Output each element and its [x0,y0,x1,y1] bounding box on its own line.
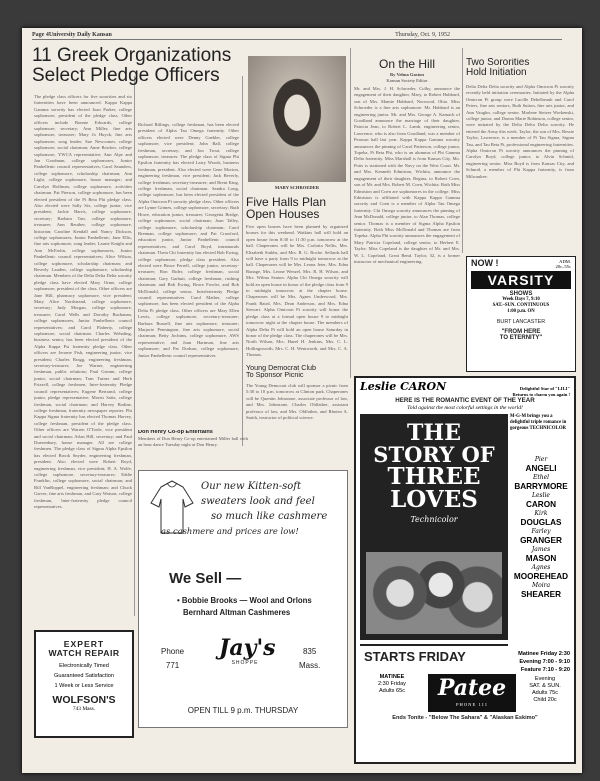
cast-first-name: Leslie [531,492,550,499]
greek-headline [32,46,242,85]
hill-article: Mr. and Mrs. J. H. Schroeder, Colby, announce the engagement of their daughter, Mary, to Robert Hubbard, son of Mrs. Mamie Hubbard, Norwood, Ohio. Miss Schroeder is a fine arts sophomore. Mr. Hubbard is an engineering junior. Mr. and Mrs. George A. Kamach of Goodland announce the marriage of their daughter, Patricia Jean, to Robert L. Lamb, engineering senior, Lawrence, who is also from Goodland, was a member of Pearson hall last year. Kappa Kappa Gamma sorority announces the pinning of Carol Patterson, college junior, Topeka, Pi Beta Phi, who is an alumnus of Phi Gamma Delta fraternity. Miss Marshall is from Kansas City, Mo. Potts is stationed with the Navy on the West Coast. Mr. and Mrs. Kenneth Edmiston, Wichita, announce the engagement of their daughter, Regina, to Robert Coen, son of Mr. and Mrs. Robert M. Coen, Wichita. Both Miss Edmiston and Coen are sophomores in the college. Miss Edmiston is affiliated with Kappa Kappa Gamma sorority and Coen is a member of Alpha Tau Omega fraternity. Chi Omega sorority announces the pinning of Jean McDonald, college junior, to Alan Thomas, college senior. Thomas is a member of Sigma Alpha Epsilon fraternity. Both Miss McDonald and Thomas are from Topeka. Alpha Phi sorority announces the engagement of Mary Patricia Copeland, college senior, to Herbert E. Taylor. Miss Copeland is the daughter of Mr. and Mrs. W. L. Copeland, Great Bend. Taylor, 32, is a former instructor of mechanical engineering. [354,86,460,264]
hill-title: On the Hill [378,58,436,71]
evening-adult-price: Adults 75c [531,690,559,696]
matinee-price: Adults 65c [378,688,406,694]
evening-days: SAT. & SUN. [529,683,561,689]
returns-line: Returns to charm you again ! [512,391,570,397]
sorority-headline [466,58,574,78]
varsity-star: BURT LANCASTER [496,319,546,326]
varsity-now: NOW ! [471,258,499,268]
varsity-times-weekday: Week Days 7, 9:10 [502,297,540,302]
portrait-photo [248,56,346,182]
ydc-title-line2: To Sponsor Picnic [246,370,304,379]
cast-first-name: Moira [531,582,551,589]
time-feature: Feature 7:10 - 9:20 [520,667,570,673]
varsity-adm-price: 20c–55c [555,264,571,269]
lead-star: Leslie CARON [360,380,447,393]
time-evening: Evening 7:00 - 9:10 [519,659,570,665]
sorority-title-line2: Hold Initiation [466,67,527,78]
ydc-title-line1: Young Democrat Club [246,364,317,372]
cast-first-name: Agnes [531,564,551,571]
hill-byline: By Velma Gaston [390,72,424,77]
evening-label: Evening [534,676,556,682]
sorority-article: Delta Delta Delta sorority and Alpha Omicron Pi sorority recently held initiation ceremonies. Initiated by the Alpha Omicron Pi group were Lucille Debelbeauh and Carol Peters, fine arts seniors, Ruth Sutton, fine arts junior, and Ann Vaughn, college senior. Marlene Stetzer Workenski, college junior, and Donna Marie Robinson, college senior, were initiated by the Delta Delta Delta sorority. He entered the Army this week. Taylor, the son of Mrs. Bessie Taylor, Lawrence, is a member of Pi Tau Sigma, Sigma Tau, and Tau Beta Pi, professional engineering fraternities. Alpha Omicron Pi sorority announces the pinning of Carolyn Boyd, college junior, to Alvin Schmid, engineering senior. Miss Boyd is from Kansas City, and Schmid, a member of Phi Kappa fraternity, is from Milwaukee. [466,84,574,179]
knit-line2: sweaters look and feel [201,496,315,507]
matinee-label: MATINEE [379,674,405,680]
coop-item [138,430,248,448]
patee-logo-box [428,674,516,712]
item-bernhard-altman: Bernhard Altman Cashmeres [183,608,291,617]
varsity-times-start: 1:00 p.m. ON [507,308,535,314]
ydc-headline [246,364,348,378]
halls-title-line1: Five Halls Plan [246,196,327,209]
cast-last-name: MASON [525,554,557,563]
cast-last-name: BARRYMORE [514,482,568,491]
greek-title-line1: 11 Greek Organizations [32,46,232,66]
watch-expert: EXPERT [63,639,105,649]
watch-repair-ad [34,630,134,738]
greek-title-line2: Select Pledge Officers [32,65,220,85]
cast-first-name: Kirk [534,510,548,517]
halls-title-line2: Open Houses [246,207,320,220]
item-bobbie-brooks: • Bobbie Brooks — Wool and Orlons [177,596,312,605]
knit-line4: as cashmere and prices are low! [161,526,299,536]
patee-movie-ad [354,376,576,764]
event-line: HERE IS THE ROMANTIC EVENT OF THE YEAR [395,397,535,405]
wolfsons-address: 743 Mass. [72,705,96,712]
knit-line1: Our new Kitten-soft [201,481,302,492]
cast-last-name: MOOREHEAD [513,572,569,581]
cast-last-name: DOUGLAS [520,518,562,527]
cast-last-name: CARON [525,500,557,509]
halls-article: Five open houses have been planned by organized houses for this weekend. Watkins hall will hold an open house from 8:30 to 11:30 p.m. tomorrow at the hall. Chaperones will be Mrs. Corlotta Nellis, Mrs. Elizabeth Stubbs, and Mrs. R. G. Roche. Sellards hall will have a party from 9 to midnight tomorrow at the hall. Chaperones will be Mrs. Leona Jeter, Mrs. Edna Runage, Mrs. Leone Wenzel, Mrs. R. H. Wilson, and Mrs. Wilma Seaton. Alpha Chi Omega sorority will hold an open house in honor of the pledge class from 9 to midnight tomorrow at the chapter house. Chaperones will be Mrs. Agnes Underwood, Mrs. Frank Baird, Mrs. Dean Anderson, and Mrs. Edna Stewart. Alpha Omicron Pi sorority will honor the pledge class at a formal open house 9 to midnight tomorrow night at the chapter house. The members of Alpha Delta Pi will hold an open house Saturday in honor of the pledge class. The chaperones will be Mrs. North Wilson, Mrs. Hazel H. Jenkins, Mrs. C. L. Hollingsworth, Mrs. C. H. Wentworth, and Mrs. C. A. Thomas. [246,224,348,358]
poster-title-story: STORY OF [373,442,495,467]
evening-child-price: Child 20c [533,697,557,703]
cast-last-name: ANGELI [525,464,557,473]
coop-body: Members of Don Henry Co-op entertained Miller hall with an hour dance Tuesday night at Don Henry. [138,435,248,447]
greek-article-col2: Richard Billings, college freshman, has been elected president of Alpha Tau Omega fraternity. Other officers elected were Denny Gaebler, college sophomore, vice president; John Ball, college freshman, secretary; and Jon Trout, college sophomore, treasurer. The pledge class of Sigma Phi Epsilon fraternity has elected Larry Woods, business freshman, president. Also elected were Gene Morton, engineering freshman, vice president; Jack Beverly, college freshman, secretary-treasurer; and Brent King, college freshman, social chairman. Sandra Long, college sophomore, has been elected president of the Alpha Omicron Pi sorority pledge class. Other officers are Lynne Grimes, college sophomore, secretary; Ruth Howe, education junior, treasurer; Georgetta Bridge, college sophomore, social chairman; Joan Talley, college sophomore, scholarship chairman; Carol Brennan, college sophomore; and Pat Crawford, education junior, Junior Panhellenic council representatives, and Carol Boyd, intramurals chairman. Theta Chi fraternity has elected Bob Ewing, college sophomore, pledge class president. Also elected were Bruce Ferrell, college junior, secretary-treasurer; Ron Rider, college freshman, social chairman; Gary Garbutt, college freshman, rushing chairman; and Bob Ewing, Bruce Fowler, and Bob McDonald, college senior, Interfraternity Pledge council representatives. Carol Mather, college sophomore, has been elected president of the Alpha Delta Pi pledge class. Other officers are Mary Ellen Lewis, college sophomore, secretary-treasurer; Barbara Russell, fine arts sophomore, treasurer; Marjorie Pennington, fine arts sophomore, social chairman; Betty Jochims, college sophomore, AWS representative; and Joan Hartman, fine arts sophomore; and Pat Dodson, college sophomore, Junior Panhellenic council representatives. [138,122,239,358]
greek-article-col1: The pledge class officers for five sororities and six fraternities have been announced. Kappa Kappa Gamma sorority has elected Joan Parker, college sophomore, president of the pledge class. Other officers include Bonnie Edwards, college sophomore, secretary; Ann Miller, fine arts sophomore, treasurer; Mary Jo Huyck, fine arts sophomore, song leader; Sue Newcomer, college sophomore, social chairman; Anne Bowker, college sophomore, YWCA representative; Ann Alpe and Jan Goodman, college sophomores, Junior Panhellenic council representatives; Carol Saunders, college sophomore, scholarship chairman; Ann Light, college sophomore, house manager; and Carolyn Hoffman, college sophomore, activities chairman. Pat Pierson, college sophomore, has been elected president of the Pi Beta Phi pledge class. Also elected were Sally Six, college junior, vice president; Jackie Harris, college sophomore, secretary; Barbara Tarr, college sophomore, treasurer; Ann Reuther, college sophomore, historian; Caroline Kendall and Nancy Dickson, college sophomores, Junior Panhellenic; Jane Ellis, fine arts sophomore, song leader; Laurie Knight and Ann McFarlin, college sophomores, Junior Panhellenic council representatives; Alice Wilson, college sophomore, scholarship chairman; and Beverly Lauden, college sophomore, scholarship chairman. Members of the Delta Delta Delta sorority pledge class have elected Mary Orme, college sophomore, president of the class. Other officers are Jane Hill, pharmacy sophomore, vice president; Mary Alice Nordstrand, college sophomore, secretary; Judy Morgan, college sophomore, treasurer; Carol Wells and Dorothy Buchanan, college sophomores, Junior Panhellenic council representatives; and Carol Flaherty, college sophomore, social chairman. Charles Wehaling, business senior, has been elected president of the Alpha Kappa Psi fraternity pledge class. Other officers are Jerome Fish, engineering junior, vice president; Charles Bragg, engineering freshman, secretary-treasurer; Joe Warner, engineering freshman, public relations; Paul Grimm, college junior, social chairman; Tom Turner and Herb Frizzell, college freshmen, Inter-fraternity Pledge council representatives; Eugene Bertrand, college junior, pledge representative; Morris Saitz, college freshman, social chairman; and Harvey Bodine, college freshman, fraternity newspaper reporter. Phi Kappa Sigma fraternity has elected Thomas Harvey, college freshman, president of the pledge class. Other officers are Warren O'Toole, vice president and social chairman; Arlan Hill, secretary; and Paul Duesenbury, house manager. All are college freshmen. The pledge class of Sigma Alpha Epsilon has elected Brook Snyder, engineering freshman, president. Also elected were Robert Boyd, engineering freshman, vice president; H. A. Wolfe, college sophomore, secretary-treasurer; Eddie Franklin, college sophomore, social chairman; and Bill VanRoppel, engineering freshman; and Chuck Garver, fine arts freshman, and Gary Watson, college freshman, Inter-fraternity pledge council representatives. [34,94,132,509]
watch-repair: WATCH REPAIR [48,647,120,658]
page-header [32,32,562,40]
coop-title: Don Henry Co-op Entertains [138,430,213,435]
varsity-film-line2: TO ETERNITY" [499,334,543,341]
varsity-times-weekend: SAT.–SUN. CONTINUOUS [492,302,550,308]
varsity-ad [466,256,576,372]
poster-title-loves: LOVES [390,486,478,513]
varsity-adm: ADM. [559,259,571,264]
watch-service: 1 Week or Less Service [54,683,114,690]
technicolor-label: Technicolor [410,515,458,524]
poster-faces [366,552,502,634]
open-hours: OPEN TILL 9 p.m. THURSDAY [187,706,299,715]
hill-byline-title: Kansan Society Editor [386,77,428,83]
cast-last-name: GRANGER [520,536,562,545]
cast-first-name: Farley [531,528,551,535]
phone-number: 771 [165,661,180,670]
theatre-name: Patee [437,675,507,701]
cast-list [510,456,572,600]
poster-title-three: THREE [387,463,481,490]
page-number: Page 4 [32,32,49,38]
cast-first-name: Pier [534,456,548,463]
varsity-logo: VARSITY [471,271,571,289]
watch-timed: Electronically Timed [59,663,109,670]
issue-date: Thursday, Oct. 9, 1952 [395,32,450,38]
watch-guaranteed: Guaranteed Satisfaction [53,673,114,680]
varsity-shows: SHOWS [509,291,533,297]
paper-name: University Daily Kansan [48,32,112,38]
wolfsons-name: WOLFSON'S [52,694,116,707]
tagline: Told against the most colorful settings in the world! [407,405,523,412]
lead-star-tag: Delightful Star of "LILI" [519,386,570,391]
theatre-phone: PHONE 111 [455,702,488,707]
sorority-title-line1: Two Sororities [466,58,530,68]
poster-panel [360,414,508,640]
hill-headline [354,58,460,83]
jays-shoppe-ad [138,470,348,728]
starts-friday: STARTS FRIDAY [364,649,466,664]
varsity-film-line1: "FROM HERE [501,328,541,335]
ydc-article: The Young Democrat club will sponsor a picnic from 5:30 to 10 p.m. tomorrow at Clinton park. Chaperones will be Quentin Johnstone, associate professor of law, and Mrs. Johnstone, Charles Oldfather, assistant professor of law, and Mrs. Oldfather, and Rhoten A. Smith, instructor of political science. [246,383,348,421]
we-sell-heading: We Sell — [169,570,242,587]
ends-tonight: Ends Tonite - "Below The Sahara" & "Alaskan Eskimo" [392,715,538,721]
matinee-time: 2:30 Friday [378,681,406,687]
mgm-blurb: M-G-M brings you a delightful triple romance in gorgeous TECHNICOLOR [510,414,567,431]
store-logo: Jay's [219,635,276,661]
phone-label: Phone [161,647,185,656]
address-street: Mass. [299,661,321,670]
knit-line3: so much like cashmere [211,511,328,522]
halls-headline [246,196,348,220]
cast-first-name: James [531,546,551,553]
poster-title-the: THE [407,420,461,446]
sweater-illustration [147,477,197,537]
photo-caption: MARY SCHROEDER [274,185,320,190]
newspaper-page [22,28,582,773]
cast-last-name: SHEARER [520,590,562,599]
time-matinee: Matinee Friday 2:30 [518,651,570,657]
address-number: 835 [302,647,317,656]
cast-first-name: Ethel [532,474,550,481]
store-shoppe: SHOPPE [231,660,259,666]
